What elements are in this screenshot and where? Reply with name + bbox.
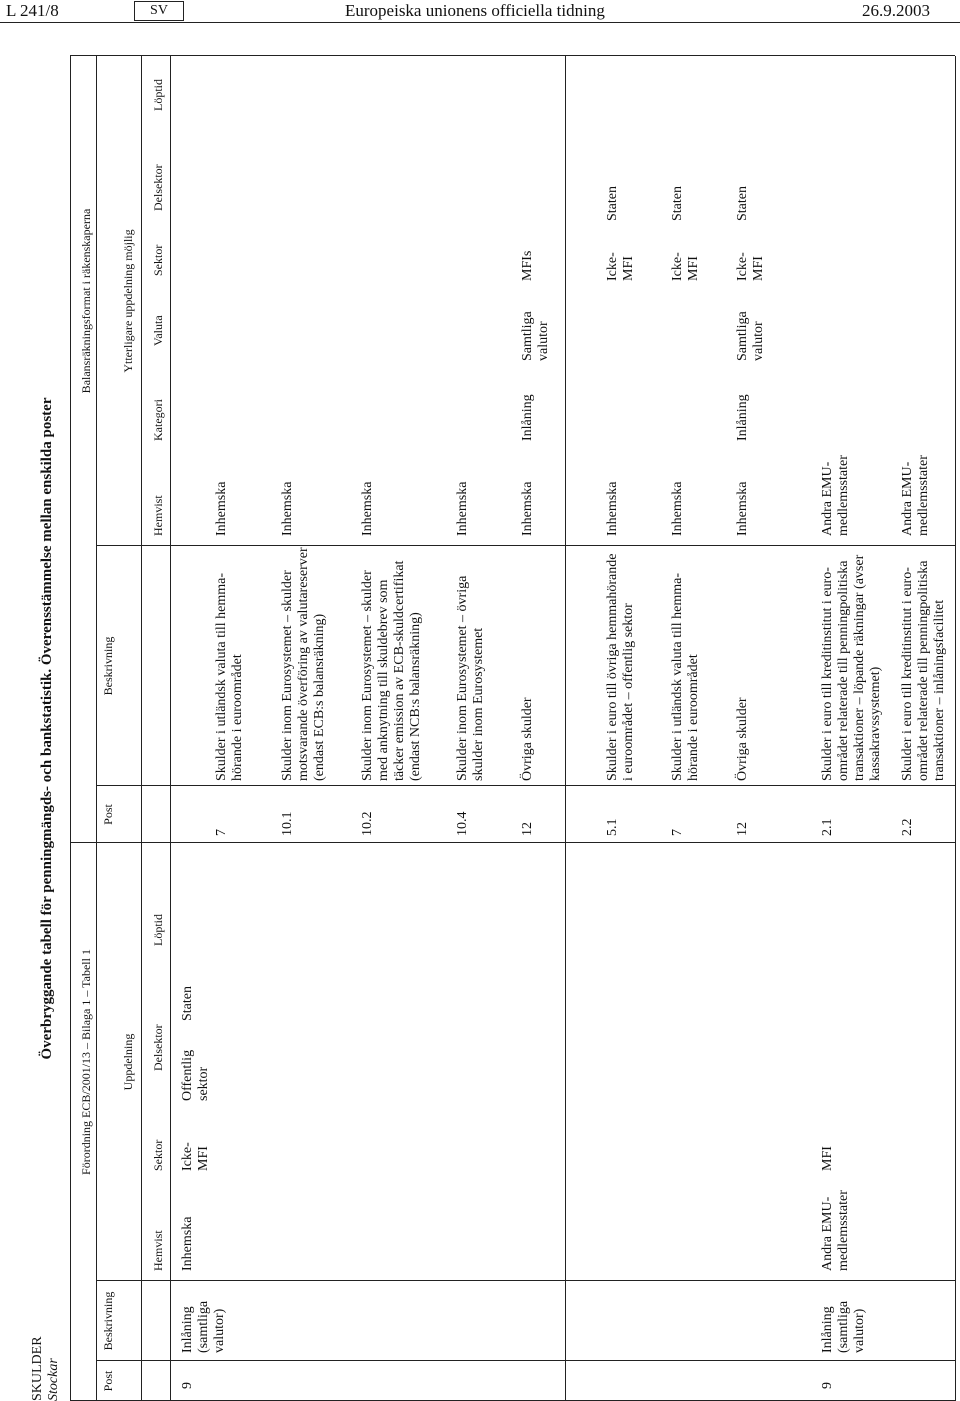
row1-beskrivning: Inlåning (samtliga valutor) xyxy=(180,1300,227,1353)
frame-line-3 xyxy=(141,56,142,1401)
col-line-post2 xyxy=(96,785,955,786)
col-beskrivning: Beskrivning xyxy=(101,1291,115,1351)
table-title: Överbryggande tabell för penningmängds- och bankstatistik. Överensstämmelse mellan enskilda poster xyxy=(39,397,55,1060)
col-delsektor: Delsektor xyxy=(151,1024,165,1071)
col-sektor: Sektor xyxy=(151,1139,165,1171)
journal-title: Europeiska unionens officiella tidning xyxy=(345,1,605,20)
left-group-heading: Förordning ECB/2001/13 – Bilaga 1 – Tabell 1 xyxy=(79,949,93,1175)
language-badge: SV xyxy=(134,1,184,21)
col-loptid-right: Löptid xyxy=(151,79,165,111)
col-delsektor-right: Delsektor xyxy=(151,164,165,211)
row1-delsektor: Offentlig sektor xyxy=(180,1049,211,1101)
row1-hemvist: Inhemska xyxy=(180,1216,195,1271)
page-number: L 241/8 xyxy=(6,1,59,20)
row2-post: 9 xyxy=(820,1382,835,1389)
col-post-right: Post xyxy=(101,804,115,825)
col-line-beskr2 xyxy=(96,545,955,546)
frame-right xyxy=(70,55,955,56)
row2-hemvist: Andra EMU- medlemsstater xyxy=(820,1190,851,1271)
row1-right-3-desc: Skulder inom Eurosystemet – skulder med anknytning till skuldebrev som täcker emission av ECB-skuldcertifikat (endast NCB:s balansräkning) xyxy=(360,560,423,781)
frame-line-2 xyxy=(96,56,97,1401)
col-post: Post xyxy=(101,1370,115,1392)
col-hemvist-right: Hemvist xyxy=(151,495,165,536)
row2-right-1-desc: Skulder i euro till kreditinstitut i euro- området relaterade till penningpolitiska transaktioner – löpande räkningar (avser kassakravssystemet) xyxy=(820,554,883,781)
right-group-heading: Balansräkningsformat i räkenskaperna xyxy=(79,208,93,394)
row1-post: 9 xyxy=(180,1382,195,1389)
col-kategori: Kategori xyxy=(151,399,165,441)
section-name: SKULDER xyxy=(30,1336,45,1401)
col-sektor-right: Sektor xyxy=(151,244,165,276)
row1-right-2-desc: Skulder inom Eurosystemet – skulder motsvarande överföring av valutareserver (endast ECB:s balansräkning) xyxy=(280,547,327,781)
col-hemvist: Hemvist xyxy=(151,1230,165,1271)
frame-bottom xyxy=(955,56,956,1401)
row1-delsektor2: Staten xyxy=(180,986,195,1021)
row2-beskrivning: Inlåning (samtliga valutor) xyxy=(820,1300,867,1353)
row1-right-6-desc: Skulder i euro till övriga hemmahörande i euroområdet – offentlig sektor xyxy=(605,553,636,781)
row1-right-7-desc: Skulder i utländsk valuta till hemma- hörande i euroområdet xyxy=(670,572,701,781)
col-beskrivning-right: Beskrivning xyxy=(101,636,115,696)
row2-sektor: MFI xyxy=(820,1146,835,1171)
col-valuta: Valuta xyxy=(151,315,165,346)
uppdelning-heading: Uppdelning xyxy=(121,1033,135,1091)
rotated-table-page: SKULDER Stockar Överbryggande tabell för penningmängds- och bankstatistik. Överensstämmelse mellan enskilda poster Förordning ECB/2001/13 – Bilaga 1 – Tabell 1 Balansräkningsformat i räkenskaperna Uppdelning Ytterligare uppdelning möjlig Post Beskrivning Post Beskrivning Hemvist Sektor Delsektor Löptid Hemvist Kategori Valuta Sektor Delsektor Löptid 9 Inlåning (samtliga valutor) Inhemska Icke- MFI Offentlig sektor Staten 7 Skulder i utländsk valuta till hemma- hörande i euroområdet Inhemska 10.1 Skulder inom Eurosystemet – skulder motsvarande överföring av valutareserver (endast ECB:s balansräkning) Inhemska 10.2 Skulder inom Eurosystemet – skulder med anknytning till skuldebrev som täcker emission av ECB-skuldcertifikat (endast NCB:s balansräkning) Inhemska 10.4 Skulder inom Eurosystemet – övriga skulder inom Eurosystemet Inhemska 12 Övriga skulder Inhemska Inlåning Samtliga valutor MFIs 5.1 Skulder i euro till övriga hemmahörande i euroområdet – offentlig sektor Inhemska Icke- MFI Staten 7 Skulder i utländsk valuta till hemma- hörande i euroområdet Inhemska Icke- MFI Staten 12 Övriga skulder Inhemska Inlåning Samtliga valutor Icke- MFI Staten 9 Inlåning (samtliga valutor) Andra EMU- medlemsstater MFI 2.1 Skulder i euro till kreditinstitut i euro- området relaterade till penningpolitiska transaktioner – löpande räkningar (avser kassakravssystemet) Andra EMU- medlemsstater 2.2 Skulder i euro till kreditinstitut i euro- området relaterade till penningpolitiska transaktioner – inlåningsfacilitet Andra EMU- medlemsstater xyxy=(30,56,960,1401)
frame-top xyxy=(70,56,71,1401)
section-sub: Stockar xyxy=(46,1358,61,1401)
row2-right-2-desc: Skulder i euro till kreditinstitut i euro- området relaterade till penningpolitiska transaktioner – inlåningsfacilitet xyxy=(900,560,947,781)
row-separator xyxy=(565,56,566,1401)
col-line-beskr xyxy=(96,1280,955,1281)
publication-date: 26.9.2003 xyxy=(862,1,930,20)
row1-right-1-desc: Skulder i utländsk valuta till hemma- hörande i euroområdet xyxy=(214,572,245,781)
col-line-middle xyxy=(70,842,955,843)
frame-line-4 xyxy=(170,56,171,1401)
col-line-post xyxy=(96,1360,955,1361)
ytterligare-heading: Ytterligare uppdelning möjlig xyxy=(121,229,135,373)
header-rule xyxy=(0,22,960,23)
page-header xyxy=(0,0,960,30)
row1-sektor: Icke- MFI xyxy=(180,1142,211,1171)
col-loptid: Löptid xyxy=(151,914,165,946)
row1-right-4-desc: Skulder inom Eurosystemet – övriga skulder inom Eurosystemet xyxy=(455,575,486,781)
